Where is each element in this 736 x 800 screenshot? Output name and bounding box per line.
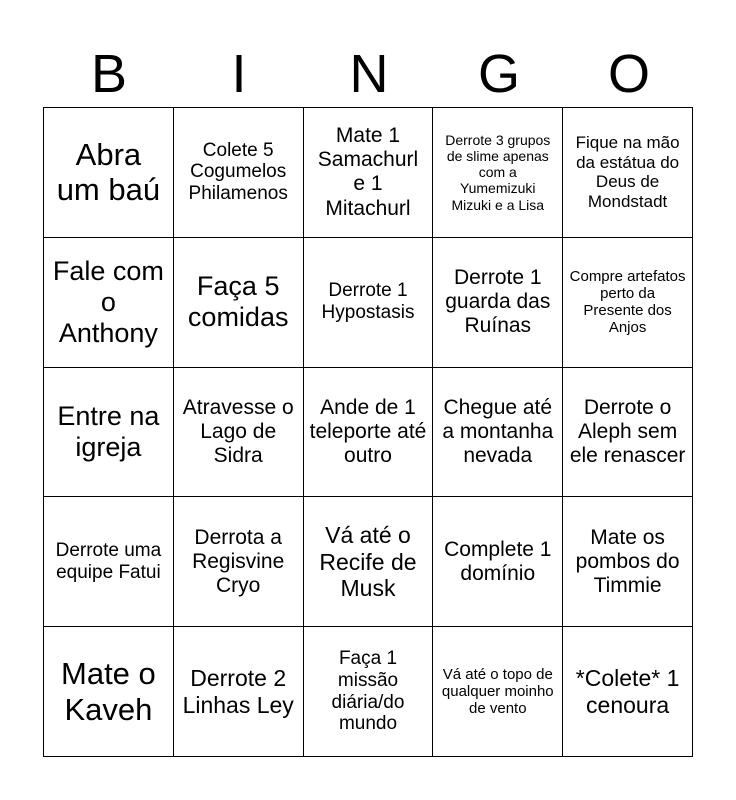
bingo-cell[interactable]: Mate 1 Samachurl e 1 Mitachurl	[304, 108, 434, 238]
bingo-grid	[43, 107, 693, 757]
bingo-cell[interactable]: Colete 5 Cogumelos Philamenos	[174, 108, 304, 238]
bingo-cell[interactable]: Complete 1 domínio	[433, 497, 563, 627]
bingo-cell[interactable]: Derrote o Aleph sem ele renascer	[563, 368, 693, 498]
bingo-cell[interactable]: Faça 5 comidas	[174, 238, 304, 368]
bingo-cell[interactable]: Derrote 1 guarda das Ruínas	[433, 238, 563, 368]
bingo-cell[interactable]: Vá até o Recife de Musk	[304, 497, 434, 627]
bingo-cell[interactable]: Fale com o Anthony	[44, 238, 174, 368]
header-letter-i: I	[231, 44, 247, 104]
bingo-cell[interactable]: Derrota a Regisvine Cryo	[174, 497, 304, 627]
bingo-cell[interactable]: Atravesse o Lago de Sidra	[174, 368, 304, 498]
bingo-cell[interactable]: Mate os pombos do Timmie	[563, 497, 693, 627]
bingo-cell[interactable]: Mate o Kaveh	[44, 627, 174, 757]
bingo-header	[44, 44, 694, 104]
bingo-cell[interactable]: Derrote 1 Hypostasis	[304, 238, 434, 368]
bingo-cell[interactable]: Faça 1 missão diária/do mundo	[304, 627, 434, 757]
bingo-cell[interactable]: Abra um baú	[44, 108, 174, 238]
header-letter-o: O	[607, 44, 650, 104]
bingo-cell[interactable]: Derrote 3 grupos de slime apenas com a Yumemizuki Mizuki e a Lisa	[433, 108, 563, 238]
bingo-cell[interactable]: Entre na igreja	[44, 368, 174, 498]
bingo-cell[interactable]: *Colete* 1 cenoura	[563, 627, 693, 757]
bingo-cell[interactable]: Compre artefatos perto da Presente dos Anjos	[563, 238, 693, 368]
bingo-cell[interactable]: Derrote 2 Linhas Ley	[174, 627, 304, 757]
header-letter-n: N	[349, 44, 389, 104]
bingo-cell[interactable]: Ande de 1 teleporte até outro	[304, 368, 434, 498]
bingo-cell[interactable]: Derrote uma equipe Fatui	[44, 497, 174, 627]
bingo-cell[interactable]: Chegue até a montanha nevada	[433, 368, 563, 498]
header-letter-g: G	[477, 44, 520, 104]
bingo-cell[interactable]: Vá até o topo de qualquer moinho de vento	[433, 627, 563, 757]
header-letter-b: B	[90, 44, 128, 104]
bingo-cell[interactable]: Fique na mão da estátua do Deus de Mondstadt	[563, 108, 693, 238]
